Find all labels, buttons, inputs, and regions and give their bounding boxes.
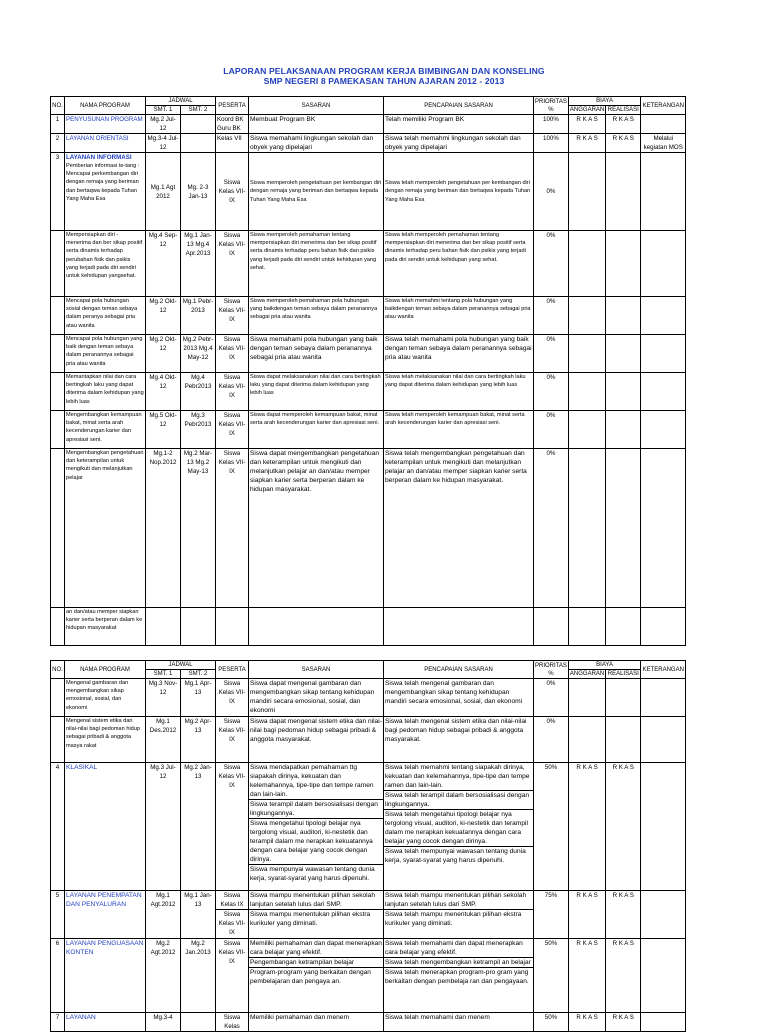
- target-item: Program-program yang berkaitan dengan pembelajaran dan pengaya an.: [250, 969, 371, 985]
- program-item: Mengembangkan pengetahuan dan keterampilan untuk mengikuti dan melanjutkan pelajar: [65, 449, 146, 608]
- priority: 0%: [534, 449, 569, 608]
- col-biaya: BIAYA: [568, 661, 640, 670]
- schedule-smt1: Mg.1-2 Nop.2012: [146, 449, 181, 608]
- row-no: 6: [51, 939, 65, 1013]
- target-item: Siswa mampu menentukan pilihan sekolah lanjutan setelah lulus dari SMP.: [249, 891, 383, 910]
- schedule-smt2: Mg.3 Pebr2013: [181, 411, 216, 449]
- achievement: Siswa telah mengenal sistem etika dan nilai-nilai bagi pedoman hidup sebagai pribadi & anggota masyarakat.: [384, 717, 534, 763]
- achievement-item: Siswa telah mengembangkan ketrampil an belajar: [384, 958, 533, 968]
- program-name: LAYANAN PENEMPATAN DAN PENYALURAN: [65, 891, 146, 939]
- col-keterangan: KETERANGAN: [641, 97, 686, 115]
- participants: Siswa Kelas VII-IX: [216, 153, 249, 231]
- table-row: [51, 134, 686, 153]
- report-title: LAPORAN PELAKSANAAN PROGRAM KERJA BIMBINGAN DAN KONSELING: [223, 66, 545, 76]
- table-row: [51, 335, 686, 373]
- row-no: 7: [51, 1013, 65, 1032]
- program-cell: [65, 153, 146, 231]
- row-no: 3: [51, 153, 65, 231]
- achievement: Siswa telah memperoleh pengetahuan per kembangan diri dengan remaja yang beriman dan bertaqwa kepada Tuhan Yang Maha Esa: [384, 153, 534, 231]
- table-row: [51, 449, 686, 608]
- program-name: PENYUSUNAN PROGRAM: [65, 115, 146, 134]
- budget: R K A S: [568, 134, 605, 153]
- col-no: NO.: [51, 661, 65, 679]
- program-item: Mencapai pola hubungan sosial dengan teman sebaya dalam peranya sebagai pria atau wanita: [65, 297, 146, 335]
- table-row: [51, 373, 686, 411]
- achievement: Telah memiliki Program BK: [384, 115, 534, 134]
- target-item: Siswa mampu menentukan pilihan ekstra kurikuler yang diminati.: [250, 911, 371, 927]
- schedule-smt2: [181, 134, 216, 153]
- report-table-1: [50, 96, 686, 646]
- col-jadwal: JADWAL: [146, 97, 216, 106]
- col-pencapaian: PENCAPAIAN SASARAN: [384, 661, 534, 679]
- participants: Siswa Kelas VII-IX: [216, 373, 249, 411]
- target: Siswa memahami lingkungan sekolah dan obyek yang dipelajari: [249, 134, 384, 153]
- participants: [216, 891, 249, 939]
- participants: Siswa Kelas VII-IX: [216, 717, 249, 763]
- participants: Siswa Kelas VII-IX: [216, 763, 249, 891]
- participants: Siswa Kelas VII-IX: [216, 411, 249, 449]
- achievement-item: Siswa telah mampu menentukan pilihan sekolah lanjutan setelah lulus dari SMP.: [384, 891, 533, 910]
- schedule-smt1: Mg.3 Jul-12: [146, 763, 181, 891]
- table-row: [51, 608, 686, 646]
- achievement: [384, 763, 534, 891]
- achievement-item: Siswa telah mempunyai wawasan tentang dunia kerja, syarat-syarat yang harus dipenuhi.: [385, 848, 526, 864]
- target: Siswa memperoleh pemahaman tentang mempersiapkan diri menerima dan ber sikap positif serta dinamis terhadap peru bahan fisik dan psikis yang terjadi pada diri sendiri untuk kehidupan yang sehat.: [249, 231, 384, 297]
- budget: R K A S: [568, 763, 605, 891]
- schedule-smt1: Mg.2 Okt-12: [146, 297, 181, 335]
- participants: Koord BK Guru BK: [216, 115, 249, 134]
- program-item: Mempersiapkan diri - menerima dan ber sikap positif serta dinamis terhadap perubahan fisik dan psikis yang terjadi pada diri sendiri untuk kehidupan yangsehat.: [65, 231, 146, 297]
- budget: R K A S: [568, 939, 605, 1013]
- col-smt1: SMT. 1: [146, 106, 181, 115]
- target: Memiliki pemahaman dan menem: [249, 1013, 384, 1032]
- achievement: Siswa telah melaksanakan nilai dan cara bertingkah laku yang dapat diterima dalam kehidupan yang lebih luas: [384, 373, 534, 411]
- schedule-smt1: Mg.3 Nov-12: [146, 679, 181, 717]
- col-peserta: PESERTA: [216, 97, 249, 115]
- target: Siswa dapat memperoleh kemampuan bakat, minat serta arah kecenderungan karier dan apresiasi seni.: [249, 411, 384, 449]
- achievement-item: Siswa telah memahmi tentang siapakah dirinya, kekuatan dan kelemahannya, tipe-tipe dan tempe ramen dan lain-lain.: [384, 763, 533, 791]
- target: Siswa memahami pola hubungan yang baik dengan teman sebaya dalam peranannya sebagai pria atau wanita: [249, 335, 384, 373]
- col-anggaran: ANGGARAN: [569, 671, 605, 677]
- schedule-smt1: Mg.2 Okt-12: [146, 335, 181, 373]
- target: [249, 891, 384, 939]
- program-note: Pemberian informasi te-tang :: [66, 163, 140, 169]
- schedule-smt2: Mg.2 Mar-13 Mg.2 May-13: [181, 449, 216, 608]
- achievement: Siswa telah memahmi lingkungan sekolah dan obyek yang dipelajari: [384, 134, 534, 153]
- achievement-item: Siswa telah mengetahui tipologi belajar nya tergolong visual, auditori, ki-nestetik dan terampil dalam me nerapkan kekuatannya dengan cara belajar yang cocok dengan dirinya.: [384, 810, 533, 847]
- target: Siswa dapat mengenal gambaran dan mengembangkan sikap tentang kehidupan mandiri secara emosional, sosial, dan ekonomi: [249, 679, 384, 717]
- report-subtitle: SMP NEGERI 8 PAMEKASAN TAHUN AJARAN 2012 - 2013: [263, 76, 505, 86]
- col-sasaran: SASARAN: [249, 97, 384, 115]
- participants: Kelas VII: [216, 134, 249, 153]
- budget: R K A S: [568, 891, 605, 939]
- col-pencapaian: PENCAPAIAN SASARAN: [384, 97, 534, 115]
- schedule-smt1: Mg.1 Des.2012: [146, 717, 181, 763]
- schedule-smt1: Mg.4 Sep-12: [146, 231, 181, 297]
- program-item: Mencapai pola hubungan yang baik dengan teman sebaya dalam peranannya sebagai pria atau wanita: [65, 335, 146, 373]
- row-no: 1: [51, 115, 65, 134]
- col-keterangan: KETERANGAN: [641, 661, 686, 679]
- target-item: Pengembangan ketrampilan belajar: [249, 958, 383, 968]
- col-nama-program: NAMA PROGRAM: [65, 661, 146, 679]
- target-item: Siswa mendapatkan pemahaman ttg siapakah dirinya, kekuatan dan kelemahannya, tipe-tipe dan tempe ramen dan lain-lain.: [249, 763, 383, 800]
- schedule-smt2: Mg.4 Pebr2013: [181, 373, 216, 411]
- note: Melalui kegiatan MOS: [641, 134, 686, 153]
- realization: R K A S: [606, 763, 641, 891]
- table-row: [51, 679, 686, 717]
- col-jadwal: JADWAL: [146, 661, 216, 670]
- row-no: 2: [51, 134, 65, 153]
- participants: Siswa Kelas VII-IX: [216, 679, 249, 717]
- program-item: Mengenal gambaran dan mengembangkan sikap emosional, sosial, dan ekonomi: [65, 679, 146, 717]
- participants: Siswa Kelas VII-IX: [216, 939, 249, 1013]
- achievement: Siswa telah mengenal gambaran dan mengembangkan sikap tentang kehidupan mandiri secara emosional, sosial, dan ekonomi: [384, 679, 534, 717]
- target-item: Siswa terampil dalam bersosialisasi dengan lingkungannya.: [249, 800, 383, 819]
- realization: R K A S: [606, 891, 641, 939]
- target: [249, 763, 384, 891]
- program-name: LAYANAN INFORMASI: [66, 154, 132, 161]
- table-row: [51, 153, 686, 231]
- priority: 0%: [534, 153, 569, 231]
- col-no: NO.: [51, 97, 65, 115]
- achievement: Siswa telah memperoleh pemahaman tentang mempersiapkan diri menerima dan ber sikap positif serta dinamis terhadap peru bahan fisik dan psikis yang terjadi pada diri sendiri untuk kehidupan yang sehat.: [384, 231, 534, 297]
- program-name: LAYANAN ORIENTASI: [65, 134, 146, 153]
- table-row: [51, 717, 686, 763]
- report-table-2: [50, 660, 686, 1032]
- table-row: [51, 891, 686, 939]
- col-biaya: BIAYA: [568, 97, 640, 106]
- achievement: Siswa telah memahmi tentang pola hubungan yang baikdengan teman sebaya dalam peranannya sebagai pria atau wanita: [384, 297, 534, 335]
- participants: Siswa Kelas: [216, 1013, 249, 1032]
- row-no: 4: [51, 763, 65, 891]
- schedule-smt2: [181, 1013, 216, 1032]
- target-item: Memiliki pemahaman dan dapat menerapkan cara belajar yang efektif.: [250, 940, 382, 956]
- realization: R K A S: [606, 115, 641, 134]
- target-item: Siswa mengetahui tipologi belajar nya tergolong visual, auditori, ki-nestetik dan terampil dalam me nerapkan kekuatannya dengan cara belajar yang cocok dengan dirinya.: [249, 819, 383, 865]
- schedule-smt1: Mg.1 Agt 2012: [146, 153, 181, 231]
- schedule-smt2: Mg.1 Jan-13: [181, 891, 216, 939]
- priority: 50%: [534, 1013, 569, 1032]
- achievement: Siswa telah mengembangkan pengetahuan dan keterampilan untuk mengikuti dan melanjutkan pelajar an dan/atau memper siapkan karier serta berperan dalam ke hidupan masyarakat.: [384, 449, 534, 608]
- target: Siswa dapat mengembangkan pengetahuan dan keterampilan untuk mengikuti dan melanjutkan pelajar an dan/atau memper siapkan karier serta berperan dalam ke hidupan masyarakat.: [249, 449, 384, 608]
- schedule-smt2: Mg.2 Pebr-2013 Mg.4 May-12: [181, 335, 216, 373]
- participants: Siswa Kelas VII-IX: [216, 335, 249, 373]
- col-realisasi: REALISASI: [607, 107, 639, 113]
- col-realisasi: REALISASI: [607, 671, 639, 677]
- program-name: KLASIKAL: [65, 763, 146, 891]
- participants-item: Siswa Kelas IX: [216, 891, 248, 910]
- realization: R K A S: [606, 1013, 641, 1032]
- target-item: Siswa mempunyai wawasan tentang dunia kerja, syarat-syarat yang harus dipenuhi.: [250, 866, 375, 882]
- program-item: Mengenal sistem etika dan nilai-nilai bagi pedoman hidup sebagai pribadi & anggota masya rakat: [65, 717, 146, 763]
- note: [641, 115, 686, 134]
- target: Siswa dapat mengenal sistem etika dan nilai-nilai bagi pedoman hidup sebagai pribadi & anggota masyarakat.: [249, 717, 384, 763]
- priority: 100%: [534, 134, 569, 153]
- table-row: [51, 297, 686, 335]
- col-smt2: SMT. 2: [181, 670, 216, 679]
- col-sasaran: SASARAN: [249, 661, 384, 679]
- budget: R K A S: [568, 115, 605, 134]
- col-peserta: PESERTA: [216, 661, 249, 679]
- participants: Siswa Kelas VII-IX: [216, 449, 249, 608]
- schedule-smt2: Mg.1 Pebr-2013: [181, 297, 216, 335]
- achievement-item: Siswa telah mampu menentukan pilihan ekstra kurikuler yang diminati.: [385, 911, 522, 927]
- target: Siswa dapat melaksanakan nilai dan cara bertingkah laku yang dapat diterima dalam kehidupan yang lebih luas: [249, 373, 384, 411]
- col-prioritas: PRIORITAS %: [535, 662, 567, 677]
- schedule-smt1: Mg.3-4: [146, 1013, 181, 1032]
- program-item: an dan/atau memper siapkan karier serta berperan dalam ke hidupan masyarakat: [65, 608, 146, 646]
- schedule-smt2: [181, 115, 216, 134]
- col-anggaran: ANGGARAN: [569, 107, 605, 113]
- schedule-smt1: Mg.2 Agt.2012: [146, 939, 181, 1013]
- schedule-smt1: Mg.2 Jul-12: [146, 115, 181, 134]
- priority: 0%: [534, 231, 569, 297]
- table-row: [51, 115, 686, 134]
- participants: Siswa Kelas VII-IX: [216, 297, 249, 335]
- achievement: Siswa telah memahami pola hubungan yang baik dengan teman sebaya dalam peranannya sebagai pria atau wanita: [384, 335, 534, 373]
- achievement: [384, 891, 534, 939]
- priority: 0%: [534, 373, 569, 411]
- participants-item: Siswa Kelas VII-IX: [218, 911, 246, 936]
- target: Siswa memperoleh pengetahuan per kembangan diri dengan remaja yang beriman dan bertaqwa kepada Tuhan Yang Maha Esa: [249, 153, 384, 231]
- schedule-smt2: Mg.2 Apr-13: [181, 717, 216, 763]
- priority: 75%: [534, 891, 569, 939]
- achievement-item: Siswa telah memahami dan dapat menerapkan cara belajar yang efektif.: [384, 939, 533, 958]
- program-item: Memantapkan nilai dan cara bertingkah laku yang dapat diterima dalam kehidupan yang lebih luas: [65, 373, 146, 411]
- achievement-item: Siswa telah menerapkan program-pro gram yang berkaitan dengan pembelaja ran dan pengayaan.: [385, 969, 529, 985]
- priority: 50%: [534, 763, 569, 891]
- col-smt2: SMT. 2: [181, 106, 216, 115]
- program-name: LAYANAN PENGUASAAN KONTEN: [65, 939, 146, 1013]
- schedule-smt2: Mg.2 Jan-13: [181, 763, 216, 891]
- priority: 0%: [534, 411, 569, 449]
- schedule-smt2: Mg.1 Apr-13: [181, 679, 216, 717]
- schedule-smt2: Mg.1 Jan-13 Mg.4 Apr.2013: [181, 231, 216, 297]
- schedule-smt2: Mg.2 Jan.2013: [181, 939, 216, 1013]
- table-row: [51, 939, 686, 1013]
- budget: R K A S: [568, 1013, 605, 1032]
- achievement: Siswa telah memahami dan menem: [384, 1013, 534, 1032]
- col-nama-program: NAMA PROGRAM: [65, 97, 146, 115]
- table-row: [51, 231, 686, 297]
- participants: Siswa Kelas VII-IX: [216, 231, 249, 297]
- row-no: 5: [51, 891, 65, 939]
- realization: R K A S: [606, 134, 641, 153]
- priority: 0%: [534, 297, 569, 335]
- achievement-item: Siswa telah terampil dalam bersosialisasi dengan lingkungannya.: [384, 791, 533, 810]
- achievement: [384, 939, 534, 1013]
- target: Siswa memperoleh pemahaman pola hubungan yang baikdengan teman sebaya dalam peranannya sebagai pria atau wanita: [249, 297, 384, 335]
- target: [249, 939, 384, 1013]
- table-row: [51, 1013, 686, 1032]
- schedule-smt2: Mg. 2-3 Jan-13: [181, 153, 216, 231]
- program-name: LAYANAN: [65, 1013, 146, 1032]
- priority: 0%: [534, 679, 569, 717]
- priority: 50%: [534, 939, 569, 1013]
- realization: R K A S: [606, 939, 641, 1013]
- achievement: Siswa telah memperoleh kemampuan bakat, minat serta arah kecenderungan karier dan apresiasi seni.: [384, 411, 534, 449]
- schedule-smt1: Mg.4 Okt-12: [146, 373, 181, 411]
- col-smt1: SMT. 1: [146, 670, 181, 679]
- priority: 100%: [534, 115, 569, 134]
- table-row: [51, 411, 686, 449]
- priority: 0%: [534, 717, 569, 763]
- schedule-smt1: Mg.1 Agt.2012: [146, 891, 181, 939]
- program-item: Mencapai perkembangan diri dengan remaja yang beriman dan bertaqwa kepada Tuhan Yang Maha Esa: [66, 171, 139, 202]
- col-prioritas: PRIORITAS %: [535, 98, 567, 113]
- priority: 0%: [534, 335, 569, 373]
- schedule-smt1: Mg.5 Okt-12: [146, 411, 181, 449]
- schedule-smt1: Mg.3-4 Jul-12: [146, 134, 181, 153]
- program-item: Mengembangkan kemampuan bakat, minat serta arah kecenderungan karier dan apresiasi seni.: [65, 411, 146, 449]
- table-row: [51, 763, 686, 891]
- target: Membuat Program BK: [249, 115, 384, 134]
